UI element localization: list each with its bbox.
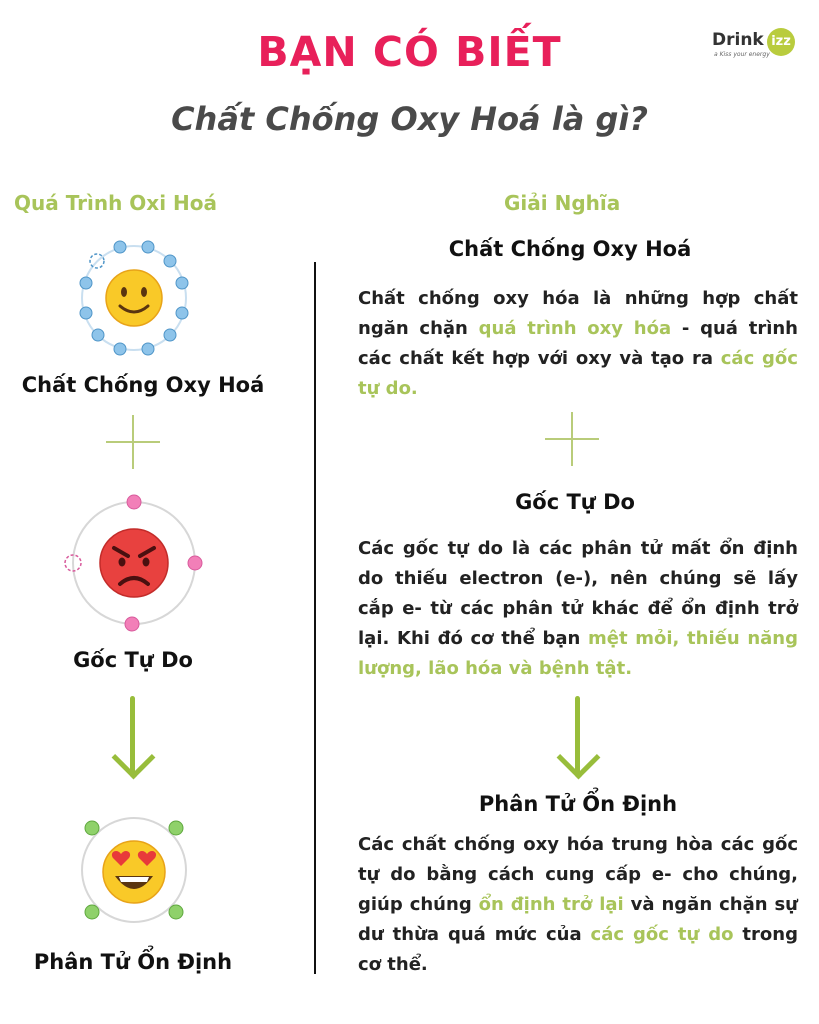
section2-text (358, 534, 798, 684)
brand-logo (712, 28, 807, 64)
arrow-down-icon (555, 696, 601, 782)
section3-title: Phân Tử Ổn Định (478, 792, 678, 816)
step1-label: Chất Chống Oxy Hoá (21, 373, 265, 397)
highlight-text: mệt mỏi, thiếu năng lượng, lão hóa và bệnh tật. (358, 628, 798, 679)
heart-eyes-face-icon (103, 841, 165, 903)
antioxidant-molecule (72, 238, 196, 358)
text-run: và ngăn chặn sự dư thừa quá mức của (358, 894, 798, 945)
plus-icon (545, 412, 599, 466)
text-run: Các chất chống oxy hóa trung hòa các gốc tự do bằng cách cung cấp e- cho chúng, giúp chúng (358, 834, 798, 915)
smiling-face-icon (106, 270, 162, 326)
highlight-text: các gốc tự do. (358, 348, 798, 399)
column-divider (314, 262, 316, 974)
right-column-heading: Giải Nghĩa (504, 191, 621, 215)
highlight-text: ổn định trở lại (478, 894, 624, 915)
highlight-text: các gốc tự do (590, 924, 734, 945)
step3-label: Phân Tử Ổn Định (33, 950, 233, 974)
plus-icon (106, 415, 160, 469)
text-run: - quá trình các chất kết hợp với oxy và tạo ra (358, 318, 798, 369)
free-radical-molecule (62, 492, 206, 634)
section3-text (358, 830, 798, 980)
page-subtitle: Chất Chống Oxy Hoá là gì? (171, 100, 648, 138)
step2-label: Gốc Tự Do (73, 648, 193, 672)
angry-face-icon (100, 529, 168, 597)
section2-title: Gốc Tự Do (515, 490, 635, 514)
left-column-heading: Quá Trình Oxi Hoá (14, 191, 217, 215)
section1-title: Chất Chống Oxy Hoá (448, 237, 692, 261)
logo-tagline: a Kiss your energy (714, 51, 770, 58)
text-run: trong cơ thể. (358, 924, 798, 975)
arrow-down-icon (110, 696, 156, 782)
text-run: Các gốc tự do là các phân tử mất ổn định do thiếu electron (e-), nên chúng sẽ lấy cắp e- từ các phân tử khác để ổn định trở lại. Khi đó cơ thể bạn (358, 538, 798, 649)
section1-text (358, 284, 798, 404)
page-title: BẠN CÓ BIẾT (257, 28, 562, 76)
logo-badge: izz (767, 28, 795, 56)
text-run: Chất chống oxy hóa là những hợp chất ngăn chặn (358, 288, 798, 339)
highlight-text: quá trình oxy hóa (478, 318, 672, 339)
logo-word: Drink (712, 30, 764, 50)
stable-molecule (73, 810, 195, 930)
